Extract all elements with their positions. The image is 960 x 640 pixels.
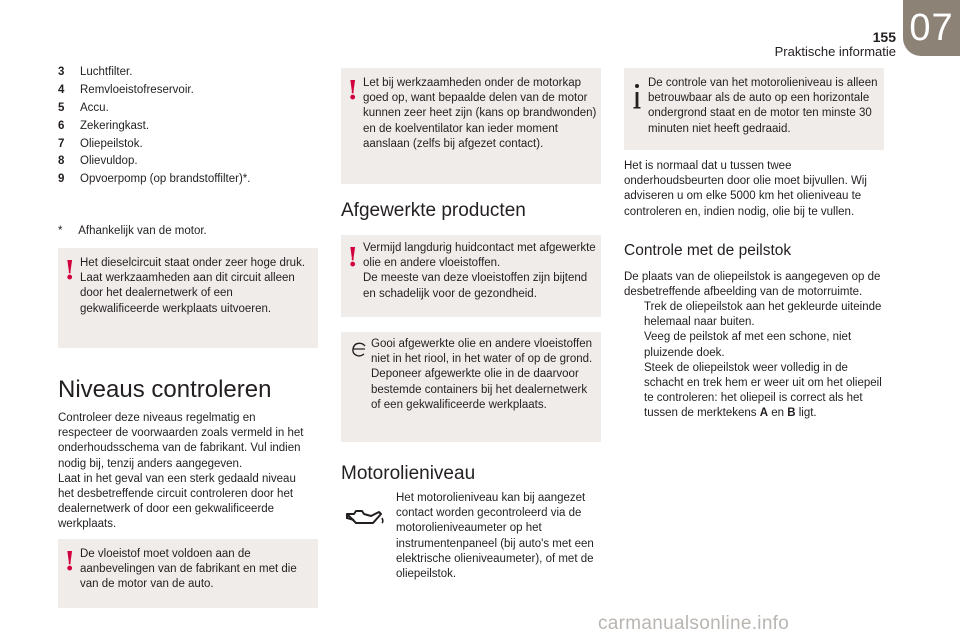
motorolie-text: Het motorolieniveau kan bij aangezet contact worden gecontroleerd via de motorolieniveaumeter op het instrumentenpaneel (bij auto's met een elektrische olieniveaumeter), of met de oliepeilstok.: [396, 492, 594, 581]
list-item: 7 Oliepeilstok.: [58, 137, 143, 150]
chapter-tab: 07: [903, 0, 960, 56]
heading-peilstok: Controle met de peilstok: [624, 242, 792, 259]
list-item: 5 Accu.: [58, 101, 109, 114]
heading-niveaus: Niveaus controleren: [58, 376, 272, 403]
footnote-text: Afhankelijk van de motor.: [78, 225, 207, 237]
warning-text: Het dieselcircuit staat onder zeer hoge druk. Laat werkzaamheden aan dit circuit alleen door het dealernetwerk of een gekwalificeerde werkplaats uitvoeren.: [80, 257, 306, 315]
parts-list: [58, 64, 318, 189]
list-item: Veeg de peilstok af met een schone, niet pluizende doek.: [644, 331, 852, 359]
footnote-mark: *: [58, 225, 63, 237]
normaal-text: Het is normaal dat u tussen twee onderhoudsbeurten door olie moet bijvullen. Wij adviseren u om elke 5000 km het olieniveau te controleren en, indien nodig, olie bij te vullen.: [624, 160, 867, 218]
watermark: carmanualsonline.info: [598, 613, 790, 634]
warning-text: Let bij werkzaamheden onder de motorkap goed op, want bepaalde delen van de motor kunnen zeer heet zijn (kans op brandwonden) en de koelventilator kan ieder moment aanslaan (zelfs bij afgezet contact).: [363, 77, 597, 150]
mark-b: B: [787, 407, 796, 420]
oil-can-icon: [345, 508, 385, 528]
peilstok-intro: De plaats van de oliepeilstok is aangegeven op de desbetreffende afbeelding van de motorruimte.: [624, 271, 881, 299]
mark-a: A: [759, 407, 769, 420]
warning-icon: !: [64, 547, 76, 577]
peilstok-steps: [624, 300, 884, 422]
info-icon: [632, 82, 642, 110]
warning-icon: !: [347, 243, 359, 273]
footnote: [58, 224, 318, 239]
warning-text: Vermijd langdurig huidcontact met afgewerkte olie en andere vloeistoffen. De meeste van deze vloeistoffen zijn bijtend en schadelijk voor de gezondheid.: [363, 242, 596, 300]
list-item: 3 Luchtfilter.: [58, 66, 133, 78]
list-item: 6 Zekeringkast.: [58, 119, 150, 132]
info-text: De controle van het motorolieniveau is alleen betrouwbaar als de auto op een horizontale ondergrond staat en de motor ten minste 30 minuten niet heeft gedraaid.: [648, 77, 878, 135]
warning-box-afgewerkte: [341, 235, 601, 317]
warning-icon: !: [347, 76, 359, 106]
warning-text: De vloeistof moet voldoen aan de aanbevelingen van de fabrikant en met die van de motor van de auto.: [80, 548, 297, 591]
section-title: Praktische informatie: [774, 44, 896, 59]
list-item: 4 Remvloeistofreservoir.: [58, 83, 194, 96]
leaf-icon: [349, 340, 369, 360]
niveaus-body: Controleer deze niveaus regelmatig en respecteer de voorwaarden zoals vermeld in het onderhoudsschema van de fabrikant. Vul indien nodig bij, tenzij anders aangegeven. Laat in het geval van een sterk gedaald niveau het desbetreffende circuit controleren door het dealernetwerk of door een gekwalificeerde werkplaats.: [58, 412, 304, 531]
page-number: 155: [872, 29, 896, 45]
list-item: 8 Olievuldop.: [58, 155, 138, 168]
info-box: [624, 68, 884, 150]
list-item: 9 Opvoerpomp (op brandstoffilter)*.: [58, 173, 251, 186]
warning-box-fluid: [58, 539, 318, 608]
eco-text: Gooi afgewerkte olie en andere vloeistoffen niet in het riool, in het water of op de grond. Deponeer afgewerkte olie in de daarvoor bestemde containers bij het dealernetwerk of een gekwalificeerde werkplaats.: [371, 338, 593, 411]
eco-box: [341, 332, 601, 442]
heading-afgewerkte: Afgewerkte producten: [341, 200, 526, 221]
warning-icon: !: [64, 256, 76, 286]
heading-motorolie: Motorolieniveau: [341, 463, 476, 484]
warning-box-diesel: [58, 248, 318, 348]
warning-box-motorkap: [341, 68, 601, 184]
list-item: Trek de oliepeilstok aan het gekleurde uiteinde helemaal naar buiten.: [644, 301, 882, 329]
list-item: Steek de oliepeilstok weer volledig in de schacht en trek hem er weer uit om het oliepeil te controleren: het oliepeil is correct als het tussen de merktekens A en B ligt.: [644, 361, 882, 420]
